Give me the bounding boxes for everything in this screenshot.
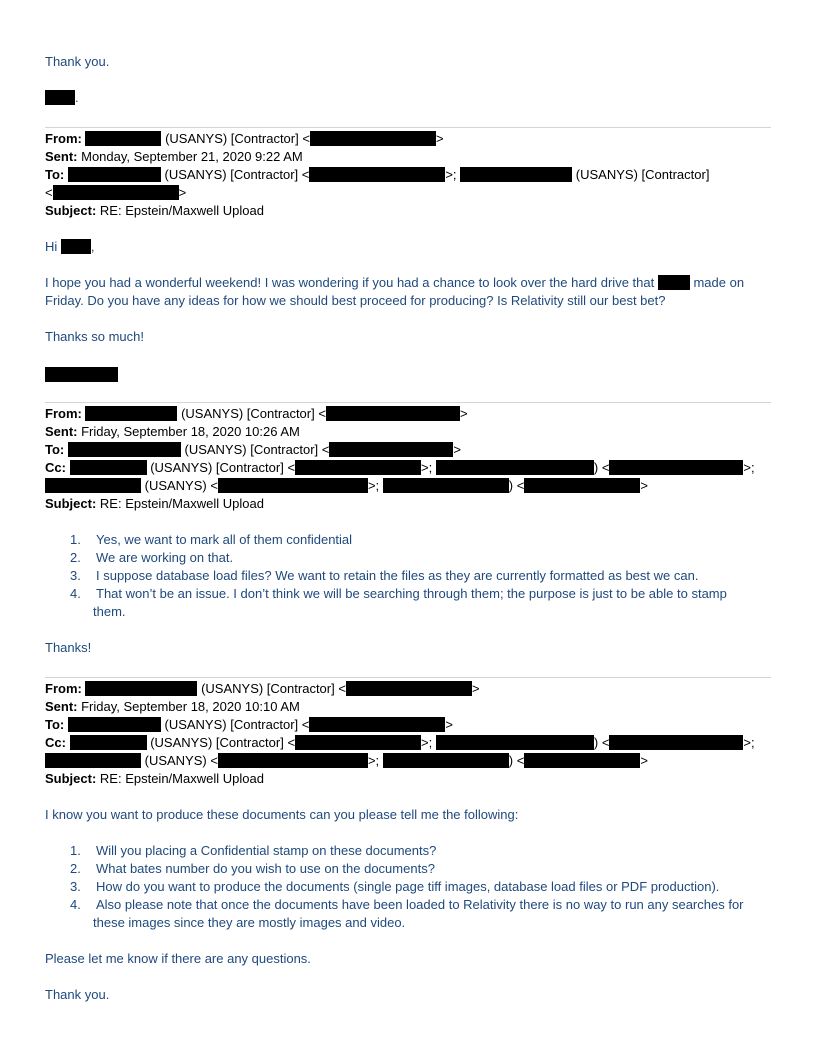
signature-redaction xyxy=(45,367,118,382)
redaction xyxy=(309,167,445,182)
email3-subject: Subject: RE: Epstein/Maxwell Upload xyxy=(45,771,264,786)
redaction xyxy=(85,406,177,421)
redaction xyxy=(346,681,472,696)
email3-cc-cont: (USANYS) < >; ) < > xyxy=(45,752,648,770)
list-item: 4. That won’t be an issue. I don’t think we will be searching through them; the purpose is just to be able to stamp xyxy=(70,586,727,601)
email3-thanks: Thank you. xyxy=(45,987,110,1002)
email3-sent: Sent: Friday, September 18, 2020 10:10 AM xyxy=(45,699,300,714)
email1-greeting: Hi , xyxy=(45,239,95,254)
email1-body-line1: I hope you had a wonderful weekend! I was wondering if you had a chance to look over the hard drive that made on xyxy=(45,275,745,290)
email3-from: From: (USANYS) [Contractor] < > xyxy=(45,681,480,696)
redaction xyxy=(329,442,453,457)
redaction xyxy=(524,753,640,768)
redaction xyxy=(383,753,509,768)
redaction xyxy=(609,460,743,475)
redaction xyxy=(45,753,141,768)
divider xyxy=(45,402,771,403)
list-item: 4. Also please note that once the documents have been loaded to Relativity there is no way to run any searches for xyxy=(70,897,744,912)
redaction xyxy=(310,131,436,146)
list-item-continuation: them. xyxy=(93,604,126,619)
redaction xyxy=(68,442,181,457)
redaction xyxy=(70,735,147,750)
redaction xyxy=(68,167,161,182)
email2-subject: Subject: RE: Epstein/Maxwell Upload xyxy=(45,496,264,511)
redaction xyxy=(85,681,197,696)
email2-thanks: Thanks! xyxy=(45,640,92,655)
email3-cc: Cc: (USANYS) [Contractor] < >; ) < >; xyxy=(45,735,755,750)
redaction xyxy=(436,735,594,750)
email2-cc: Cc: (USANYS) [Contractor] < >; ) < >; xyxy=(45,460,755,475)
email2-to: To: (USANYS) [Contractor] < > xyxy=(45,442,461,457)
redaction xyxy=(295,460,421,475)
list-item: 3. I suppose database load files? We want to retain the files as they are currently formatted as best we can. xyxy=(70,568,699,583)
list-item: 3. How do you want to produce the documents (single page tiff images, database load files or PDF production). xyxy=(70,879,720,894)
email2-cc-cont: (USANYS) < >; ) < > xyxy=(45,477,648,495)
email1-subject: Subject: RE: Epstein/Maxwell Upload xyxy=(45,203,264,218)
redaction xyxy=(309,717,445,732)
divider xyxy=(45,677,771,678)
redaction xyxy=(68,717,161,732)
list-item-continuation: these images since they are mostly images and video. xyxy=(93,915,406,930)
list-item: 1. Yes, we want to mark all of them confidential xyxy=(70,532,353,547)
redaction xyxy=(460,167,572,182)
redaction xyxy=(609,735,743,750)
email1-body-line2: Friday. Do you have any ideas for how we should best proceed for producing? Is Relativity still our best bet? xyxy=(45,293,666,308)
redaction xyxy=(218,478,368,493)
redaction xyxy=(326,406,460,421)
email1-to: To: (USANYS) [Contractor] < >; (USANYS) [Contractor] xyxy=(45,167,710,182)
email2-from: From: (USANYS) [Contractor] < > xyxy=(45,406,468,421)
email1-from: From: (USANYS) [Contractor] < > xyxy=(45,131,444,146)
email1-to-cont: < > xyxy=(45,185,187,200)
redaction xyxy=(45,90,75,105)
email2-sent: Sent: Friday, September 18, 2020 10:26 AM xyxy=(45,424,300,439)
email3-closing: Please let me know if there are any questions. xyxy=(45,951,311,966)
email1-thanks: Thanks so much! xyxy=(45,329,144,344)
redaction xyxy=(658,275,690,290)
redaction xyxy=(295,735,421,750)
top-signoff: . xyxy=(45,89,79,107)
redaction xyxy=(85,131,161,146)
redaction xyxy=(70,460,147,475)
divider xyxy=(45,127,771,128)
redaction xyxy=(53,185,179,200)
redaction xyxy=(45,478,141,493)
redaction xyxy=(383,478,509,493)
redaction xyxy=(218,753,368,768)
list-item: 2. What bates number do you wish to use on the documents? xyxy=(70,861,435,876)
redaction xyxy=(524,478,640,493)
list-item: 1. Will you placing a Confidential stamp on these documents? xyxy=(70,843,437,858)
redaction xyxy=(61,239,91,254)
list-item: 2. We are working on that. xyxy=(70,550,234,565)
email1-sent: Sent: Monday, September 21, 2020 9:22 AM xyxy=(45,149,303,164)
email3-intro: I know you want to produce these documents can you please tell me the following: xyxy=(45,807,519,822)
top-thanks: Thank you. xyxy=(45,54,110,69)
redaction xyxy=(436,460,594,475)
email3-to: To: (USANYS) [Contractor] < > xyxy=(45,717,453,732)
